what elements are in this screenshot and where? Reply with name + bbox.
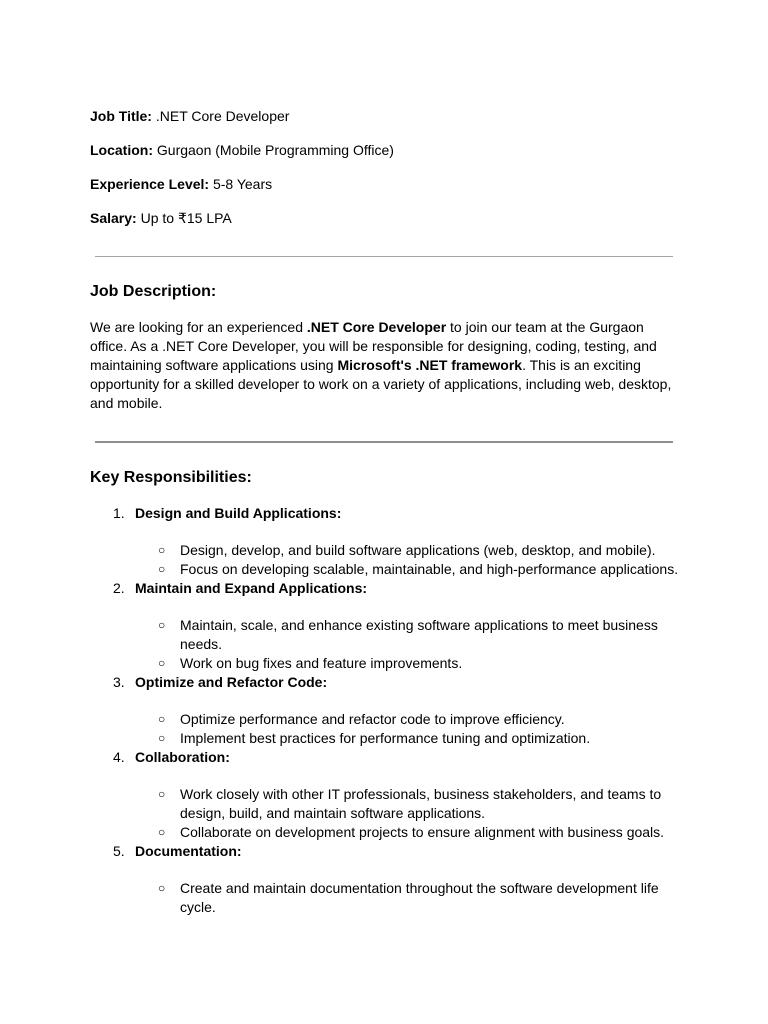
section-divider <box>95 256 673 257</box>
item-number: 1. <box>113 505 125 521</box>
description-bold-framework: Microsoft's .NET framework <box>337 357 523 373</box>
sub-point <box>135 785 680 823</box>
key-responsibilities-heading: Key Responsibilities: <box>90 469 252 486</box>
hollow-circle-bullet-icon: ○ <box>158 825 166 839</box>
description-bold-role: .NET Core Developer <box>306 319 447 335</box>
item-title: Maintain and Expand Applications: <box>135 580 368 596</box>
sub-point-list <box>135 616 680 673</box>
hollow-circle-bullet-icon: ○ <box>158 787 166 801</box>
sub-point <box>135 560 680 579</box>
section-divider <box>95 441 673 443</box>
item-number: 4. <box>113 749 125 765</box>
sub-point-text: Create and maintain documentation throughout the software development life cycle. <box>180 880 659 915</box>
job-description-heading: Job Description: <box>90 283 217 300</box>
item-title: Collaboration: <box>135 749 230 765</box>
sub-point-list <box>135 785 680 842</box>
responsibility-item <box>90 748 680 842</box>
item-number: 3. <box>113 674 125 690</box>
hollow-circle-bullet-icon: ○ <box>158 656 166 670</box>
sub-point-text: Collaborate on development projects to ensure alignment with business goals. <box>180 824 665 840</box>
item-number: 2. <box>113 580 125 596</box>
sub-point-text: Maintain, scale, and enhance existing software applications to meet business needs. <box>180 617 658 652</box>
job-posting-document <box>90 107 680 917</box>
sub-point-text: Design, develop, and build software applications (web, desktop, and mobile). <box>180 542 656 558</box>
sub-point <box>135 710 680 729</box>
responsibility-item <box>90 504 680 579</box>
sub-point-list <box>135 541 680 579</box>
sub-point-text: Implement best practices for performance tuning and optimization. <box>180 730 591 746</box>
sub-point <box>135 879 680 917</box>
sub-point-list <box>135 710 680 748</box>
sub-point-text: Work on bug fixes and feature improvements. <box>180 655 463 671</box>
responsibility-item <box>90 842 680 917</box>
sub-point <box>135 823 680 842</box>
item-number: 5. <box>113 843 125 859</box>
hollow-circle-bullet-icon: ○ <box>158 712 166 726</box>
sub-point-list <box>135 879 680 917</box>
sub-point-text: Optimize performance and refactor code to improve efficiency. <box>180 711 565 727</box>
salary-label: Salary: <box>90 210 137 226</box>
item-title: Design and Build Applications: <box>135 505 342 521</box>
experience-line <box>90 175 680 193</box>
hollow-circle-bullet-icon: ○ <box>158 881 166 895</box>
item-title: Optimize and Refactor Code: <box>135 674 328 690</box>
salary-line <box>90 209 680 227</box>
experience-label: Experience Level: <box>90 176 210 192</box>
item-title: Documentation: <box>135 843 242 859</box>
responsibilities-list <box>90 504 680 917</box>
salary-value: Up to ₹15 LPA <box>136 210 232 226</box>
sub-point-text: Focus on developing scalable, maintainable, and high-performance applications. <box>180 561 679 577</box>
description-text-1: We are looking for an experienced <box>90 319 307 335</box>
experience-value: 5-8 Years <box>209 176 273 192</box>
sub-point <box>135 616 680 654</box>
hollow-circle-bullet-icon: ○ <box>158 543 166 557</box>
job-title-value: .NET Core Developer <box>151 108 290 124</box>
description-text-3: . This is an exciting opportunity for a skilled developer to work on a variety of applications, including web, desktop, and mobile. <box>90 357 672 411</box>
location-value: Gurgaon (Mobile Programming Office) <box>153 142 394 158</box>
sub-point-text: Work closely with other IT professionals, business stakeholders, and teams to design, build, and maintain software applications. <box>180 786 662 821</box>
responsibility-item <box>90 579 680 673</box>
hollow-circle-bullet-icon: ○ <box>158 562 166 576</box>
location-line <box>90 141 680 159</box>
hollow-circle-bullet-icon: ○ <box>158 618 166 632</box>
job-title-label: Job Title: <box>90 108 152 124</box>
responsibility-item <box>90 673 680 748</box>
sub-point <box>135 654 680 673</box>
description-text-2: to join our team at the Gurgaon office. As a .NET Core Developer, you will be responsible for designing, coding, testing, and maintaining software applications using <box>90 319 657 373</box>
location-label: Location: <box>90 142 153 158</box>
hollow-circle-bullet-icon: ○ <box>158 731 166 745</box>
job-description-paragraph <box>90 318 680 413</box>
sub-point <box>135 541 680 560</box>
sub-point <box>135 729 680 748</box>
job-title-line <box>90 107 680 125</box>
